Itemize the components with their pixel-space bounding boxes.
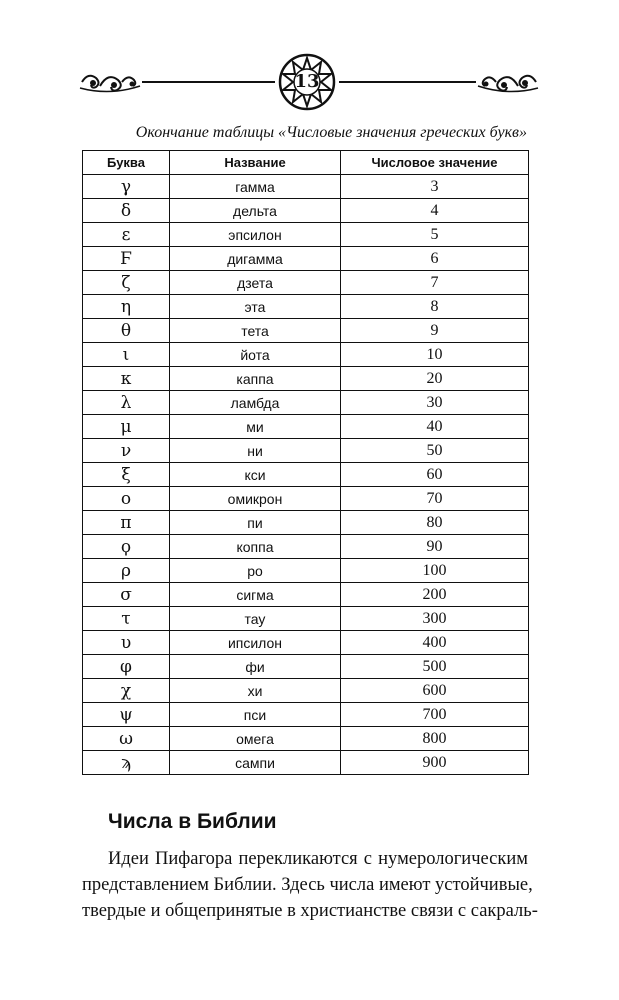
letter-cell: τ — [83, 607, 170, 631]
value-cell: 80 — [341, 511, 529, 535]
name-cell: эпсилон — [170, 223, 341, 247]
name-cell: ми — [170, 415, 341, 439]
letter-cell: ζ — [83, 271, 170, 295]
value-cell: 6 — [341, 247, 529, 271]
table-row — [83, 199, 529, 223]
column-header-name: Название — [170, 151, 341, 175]
value-cell: 5 — [341, 223, 529, 247]
value-cell: 50 — [341, 439, 529, 463]
value-cell: 700 — [341, 703, 529, 727]
letter-cell: λ — [83, 391, 170, 415]
letter-cell: ι — [83, 343, 170, 367]
letter-cell: θ — [83, 319, 170, 343]
value-cell: 100 — [341, 559, 529, 583]
column-header-value: Числовое значение — [341, 151, 529, 175]
letter-cell: ξ — [83, 463, 170, 487]
letter-cell: σ — [83, 583, 170, 607]
table-row — [83, 655, 529, 679]
name-cell: фи — [170, 655, 341, 679]
table-row — [83, 223, 529, 247]
value-cell: 500 — [341, 655, 529, 679]
letter-cell: ν — [83, 439, 170, 463]
letter-cell: ϙ — [83, 535, 170, 559]
table-row — [83, 343, 529, 367]
section-title: Числа в Библии — [108, 810, 277, 833]
name-cell: пси — [170, 703, 341, 727]
letter-cell: ο — [83, 487, 170, 511]
letter-cell: ρ — [83, 559, 170, 583]
paragraph-line: Идеи Пифагора перекликаются с нумерологическим — [108, 849, 528, 869]
name-cell: ро — [170, 559, 341, 583]
table-body — [83, 175, 529, 775]
table-row — [83, 583, 529, 607]
paragraph-line: твердые и общепринятые в христианстве связи с сакраль- — [82, 901, 538, 921]
name-cell: йота — [170, 343, 341, 367]
name-cell: коппа — [170, 535, 341, 559]
value-cell: 400 — [341, 631, 529, 655]
table-row — [83, 319, 529, 343]
name-cell: ламбда — [170, 391, 341, 415]
table-row — [83, 175, 529, 199]
table-row — [83, 535, 529, 559]
table-header-row — [83, 151, 529, 175]
name-cell: ипсилон — [170, 631, 341, 655]
table-row — [83, 631, 529, 655]
table-row — [83, 271, 529, 295]
letter-cell: ϡ — [83, 751, 170, 775]
name-cell: пи — [170, 511, 341, 535]
letter-cell: ε — [83, 223, 170, 247]
table-row — [83, 391, 529, 415]
letter-cell: υ — [83, 631, 170, 655]
paragraph-line: представлением Библии. Здесь числа имеют устойчивые, — [82, 875, 533, 895]
name-cell: дзета — [170, 271, 341, 295]
name-cell: дигамма — [170, 247, 341, 271]
letter-cell: γ — [83, 175, 170, 199]
body-paragraph — [82, 846, 538, 924]
letter-cell: μ — [83, 415, 170, 439]
table-row — [83, 367, 529, 391]
page-number-medallion — [275, 52, 339, 112]
page-number: 13 — [294, 71, 320, 92]
value-cell: 20 — [341, 367, 529, 391]
table-row — [83, 559, 529, 583]
name-cell: кси — [170, 463, 341, 487]
name-cell: ни — [170, 439, 341, 463]
table-row — [83, 487, 529, 511]
table-row — [83, 247, 529, 271]
name-cell: тета — [170, 319, 341, 343]
value-cell: 200 — [341, 583, 529, 607]
table-row — [83, 295, 529, 319]
table-row — [83, 751, 529, 775]
name-cell: омега — [170, 727, 341, 751]
letter-cell: ω — [83, 727, 170, 751]
name-cell: хи — [170, 679, 341, 703]
table-row — [83, 415, 529, 439]
value-cell: 300 — [341, 607, 529, 631]
letter-cell: π — [83, 511, 170, 535]
table-row — [83, 679, 529, 703]
letter-cell: δ — [83, 199, 170, 223]
name-cell: гамма — [170, 175, 341, 199]
value-cell: 8 — [341, 295, 529, 319]
table-row — [83, 607, 529, 631]
value-cell: 40 — [341, 415, 529, 439]
column-header-letter: Буква — [83, 151, 170, 175]
table-row — [83, 463, 529, 487]
value-cell: 10 — [341, 343, 529, 367]
name-cell: тау — [170, 607, 341, 631]
name-cell: омикрон — [170, 487, 341, 511]
value-cell: 60 — [341, 463, 529, 487]
table-row — [83, 511, 529, 535]
table-row — [83, 727, 529, 751]
table-row — [83, 703, 529, 727]
value-cell: 800 — [341, 727, 529, 751]
name-cell: эта — [170, 295, 341, 319]
letter-cell: κ — [83, 367, 170, 391]
greek-numerals-table — [82, 150, 529, 775]
value-cell: 600 — [341, 679, 529, 703]
table-row — [83, 439, 529, 463]
value-cell: 30 — [341, 391, 529, 415]
table-caption: Окончание таблицы «Числовые значения греческих букв» — [135, 124, 527, 141]
name-cell: дельта — [170, 199, 341, 223]
value-cell: 70 — [341, 487, 529, 511]
value-cell: 9 — [341, 319, 529, 343]
value-cell: 900 — [341, 751, 529, 775]
letter-cell: χ — [83, 679, 170, 703]
left-flourish-icon — [78, 66, 142, 98]
letter-cell: ψ — [83, 703, 170, 727]
value-cell: 3 — [341, 175, 529, 199]
value-cell: 4 — [341, 199, 529, 223]
right-flourish-icon — [476, 66, 540, 98]
name-cell: сампи — [170, 751, 341, 775]
letter-cell: Ϝ — [83, 247, 170, 271]
name-cell: сигма — [170, 583, 341, 607]
page-header — [78, 52, 540, 112]
name-cell: каппа — [170, 367, 341, 391]
value-cell: 7 — [341, 271, 529, 295]
letter-cell: η — [83, 295, 170, 319]
letter-cell: φ — [83, 655, 170, 679]
value-cell: 90 — [341, 535, 529, 559]
